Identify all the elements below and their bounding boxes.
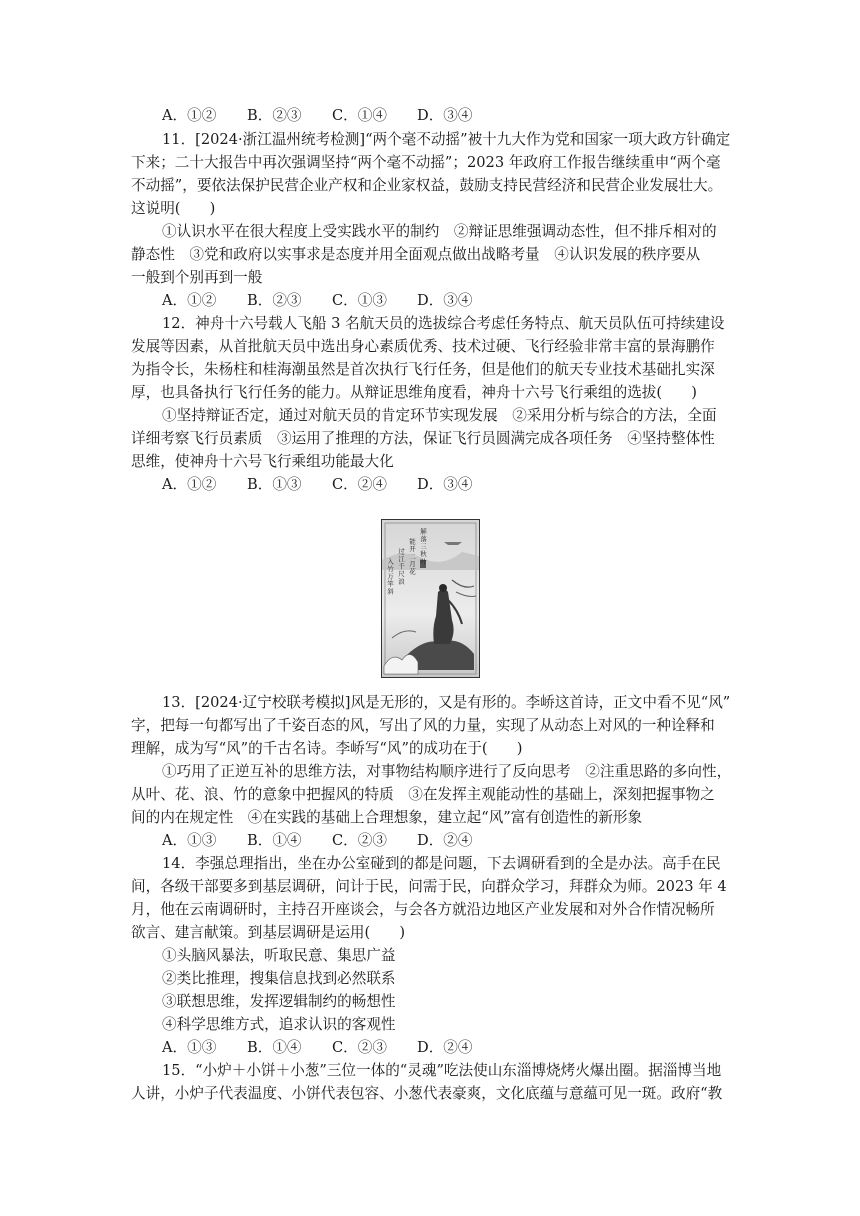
statement-line: 一般到个别再到一般 [131, 269, 263, 286]
question-13-line: 理解，成为写“风”的千古名诗。李峤写“风”的成功在于( ) [131, 740, 523, 757]
statement-line: ②类比推理，搜集信息找到必然联系 [162, 970, 396, 987]
question-11-line: 11．[2024·浙江温州统考检测]“两个毫不动摇”被十九大作为党和国家一项大政方针确定 [162, 131, 731, 148]
poem-illustration [381, 519, 480, 678]
option-b: B．②③ [247, 107, 302, 124]
statement-line: 静态性 ③党和政府以实事求是态度并用全面观点做出战略考量 ④认识发展的秩序要从 [131, 246, 701, 263]
poem-column: 过江千尺浪 [397, 548, 405, 586]
option-c: C．②④ [332, 476, 387, 493]
statement-line: 间的内在规定性 ④在实践的基础上合理想象，建立起“风”富有创造性的新形象 [131, 809, 643, 826]
option-c: C．②③ [332, 1039, 387, 1056]
option-b: B．①③ [247, 476, 302, 493]
option-a: A．①② [162, 107, 217, 124]
statement-line: ③联想思维，发挥逻辑制约的畅想性 [162, 993, 396, 1010]
q13-options [162, 831, 472, 851]
option-a: A．①② [162, 476, 217, 493]
option-a: A．①② [162, 292, 217, 309]
statement-line: ①巧用了正逆互补的思维方法，对事物结构顺序进行了反向思考 ②注重思路的多向性， [162, 763, 732, 780]
question-14-line: 欲言、建言献策。到基层调研是运用( ) [131, 924, 406, 941]
question-14-line: 间，各级干部要多到基层调研，问计于民，问需于民，向群众学习，拜群众为师。2023 年 4 [131, 878, 727, 895]
option-c: C．①③ [332, 292, 387, 309]
poem-column: 入竹万竿斜 [386, 558, 394, 596]
statement-line: 从叶、花、浪、竹的意象中把握风的特质 ③在发挥主观能动性的基础上，深刻把握事物之 [131, 786, 715, 803]
poem-column: 能开二月花 [408, 538, 416, 576]
question-12-line: 发展等因素，从首批航天员中选出身心素质优秀、技术过硬、飞行经验非常丰富的景海鹏作 [131, 338, 715, 355]
option-b: B．②③ [247, 292, 302, 309]
option-d: D．②④ [417, 832, 473, 849]
question-12-line: 为指令长，朱杨柱和桂海潮虽然是首次执行飞行任务，但是他们的航天专业技术基础扎实深 [131, 361, 715, 378]
question-12-line: 12．神舟十六号载人飞船 3 名航天员的选拔综合考虑任务特点、航天员队伍可持续建设 [162, 315, 725, 332]
question-13-line: 字，把每一句都写出了千姿百态的风，写出了风的力量，实现了从动态上对风的一种诠释和 [131, 717, 715, 734]
statement-line: ①坚持辩证否定，通过对航天员的肯定环节实现发展 ②采用分析与综合的方法，全面 [162, 407, 717, 424]
question-12-line: 厚，也具备执行飞行任务的能力。从辩证思维角度看，神舟十六号飞行乘组的选拔( ) [131, 384, 697, 401]
option-d: D．③④ [417, 476, 473, 493]
poem-column: 解落三秋叶 [419, 528, 427, 566]
option-b: B．①④ [247, 832, 302, 849]
question-15-line: 15．“小炉＋小饼＋小葱”三位一体的“灵魂”吃法使山东淄博烧烤火爆出圈。据淄博当地 [162, 1062, 722, 1079]
question-15-line: 人讲，小炉子代表温度、小饼代表包容、小葱代表豪爽，文化底蕴与意蕴可见一斑。政府“教 [131, 1085, 723, 1102]
option-c: C．②③ [332, 832, 387, 849]
q11-options [162, 291, 472, 311]
statement-line: 详细考察飞行员素质 ③运用了推理的方法，保证飞行员圆满完成各项任务 ④坚持整体性 [131, 430, 715, 447]
option-d: D．③④ [417, 107, 473, 124]
option-a: A．①③ [162, 1039, 217, 1056]
question-14-line: 14．李强总理指出，坐在办公室碰到的都是问题，下去调研看到的全是办法。高手在民 [162, 855, 721, 872]
question-14-line: 月，他在云南调研时，主持召开座谈会，与会各方就沿边地区产业发展和对外合作情况畅所 [131, 901, 715, 918]
option-a: A．①③ [162, 832, 217, 849]
statement-line: ①头脑风暴法，听取民意、集思广益 [162, 947, 396, 964]
option-b: B．①④ [247, 1039, 302, 1056]
question-11-line: 不动摇”，要依法保护民营企业产权和企业家权益，鼓励支持民营经济和民营企业发展壮大。 [131, 177, 723, 194]
question-13-line: 13．[2024·辽宁校联考模拟]风是无形的，又是有形的。李峤这首诗，正文中看不见“风” [162, 694, 731, 711]
q12-options [162, 475, 472, 495]
statement-line: ①认识水平在很大程度上受实践水平的制约 ②辩证思维强调动态性，但不排斥相对的 [162, 223, 717, 240]
option-c: C．①④ [332, 107, 387, 124]
poem-text [386, 528, 428, 596]
statement-line: 思维，使神舟十六号飞行乘组功能最大化 [131, 453, 394, 470]
q14-options [162, 1038, 472, 1058]
option-d: D．③④ [417, 292, 473, 309]
statement-line: ④科学思维方式，追求认识的客观性 [162, 1016, 396, 1033]
q10-options [162, 106, 472, 126]
question-11-line: 这说明( ) [131, 200, 216, 217]
option-d: D．②④ [417, 1039, 473, 1056]
question-11-line: 下来；二十大报告中再次强调坚持“两个毫不动摇”；2023 年政府工作报告继续重申“两个毫 [131, 154, 721, 171]
